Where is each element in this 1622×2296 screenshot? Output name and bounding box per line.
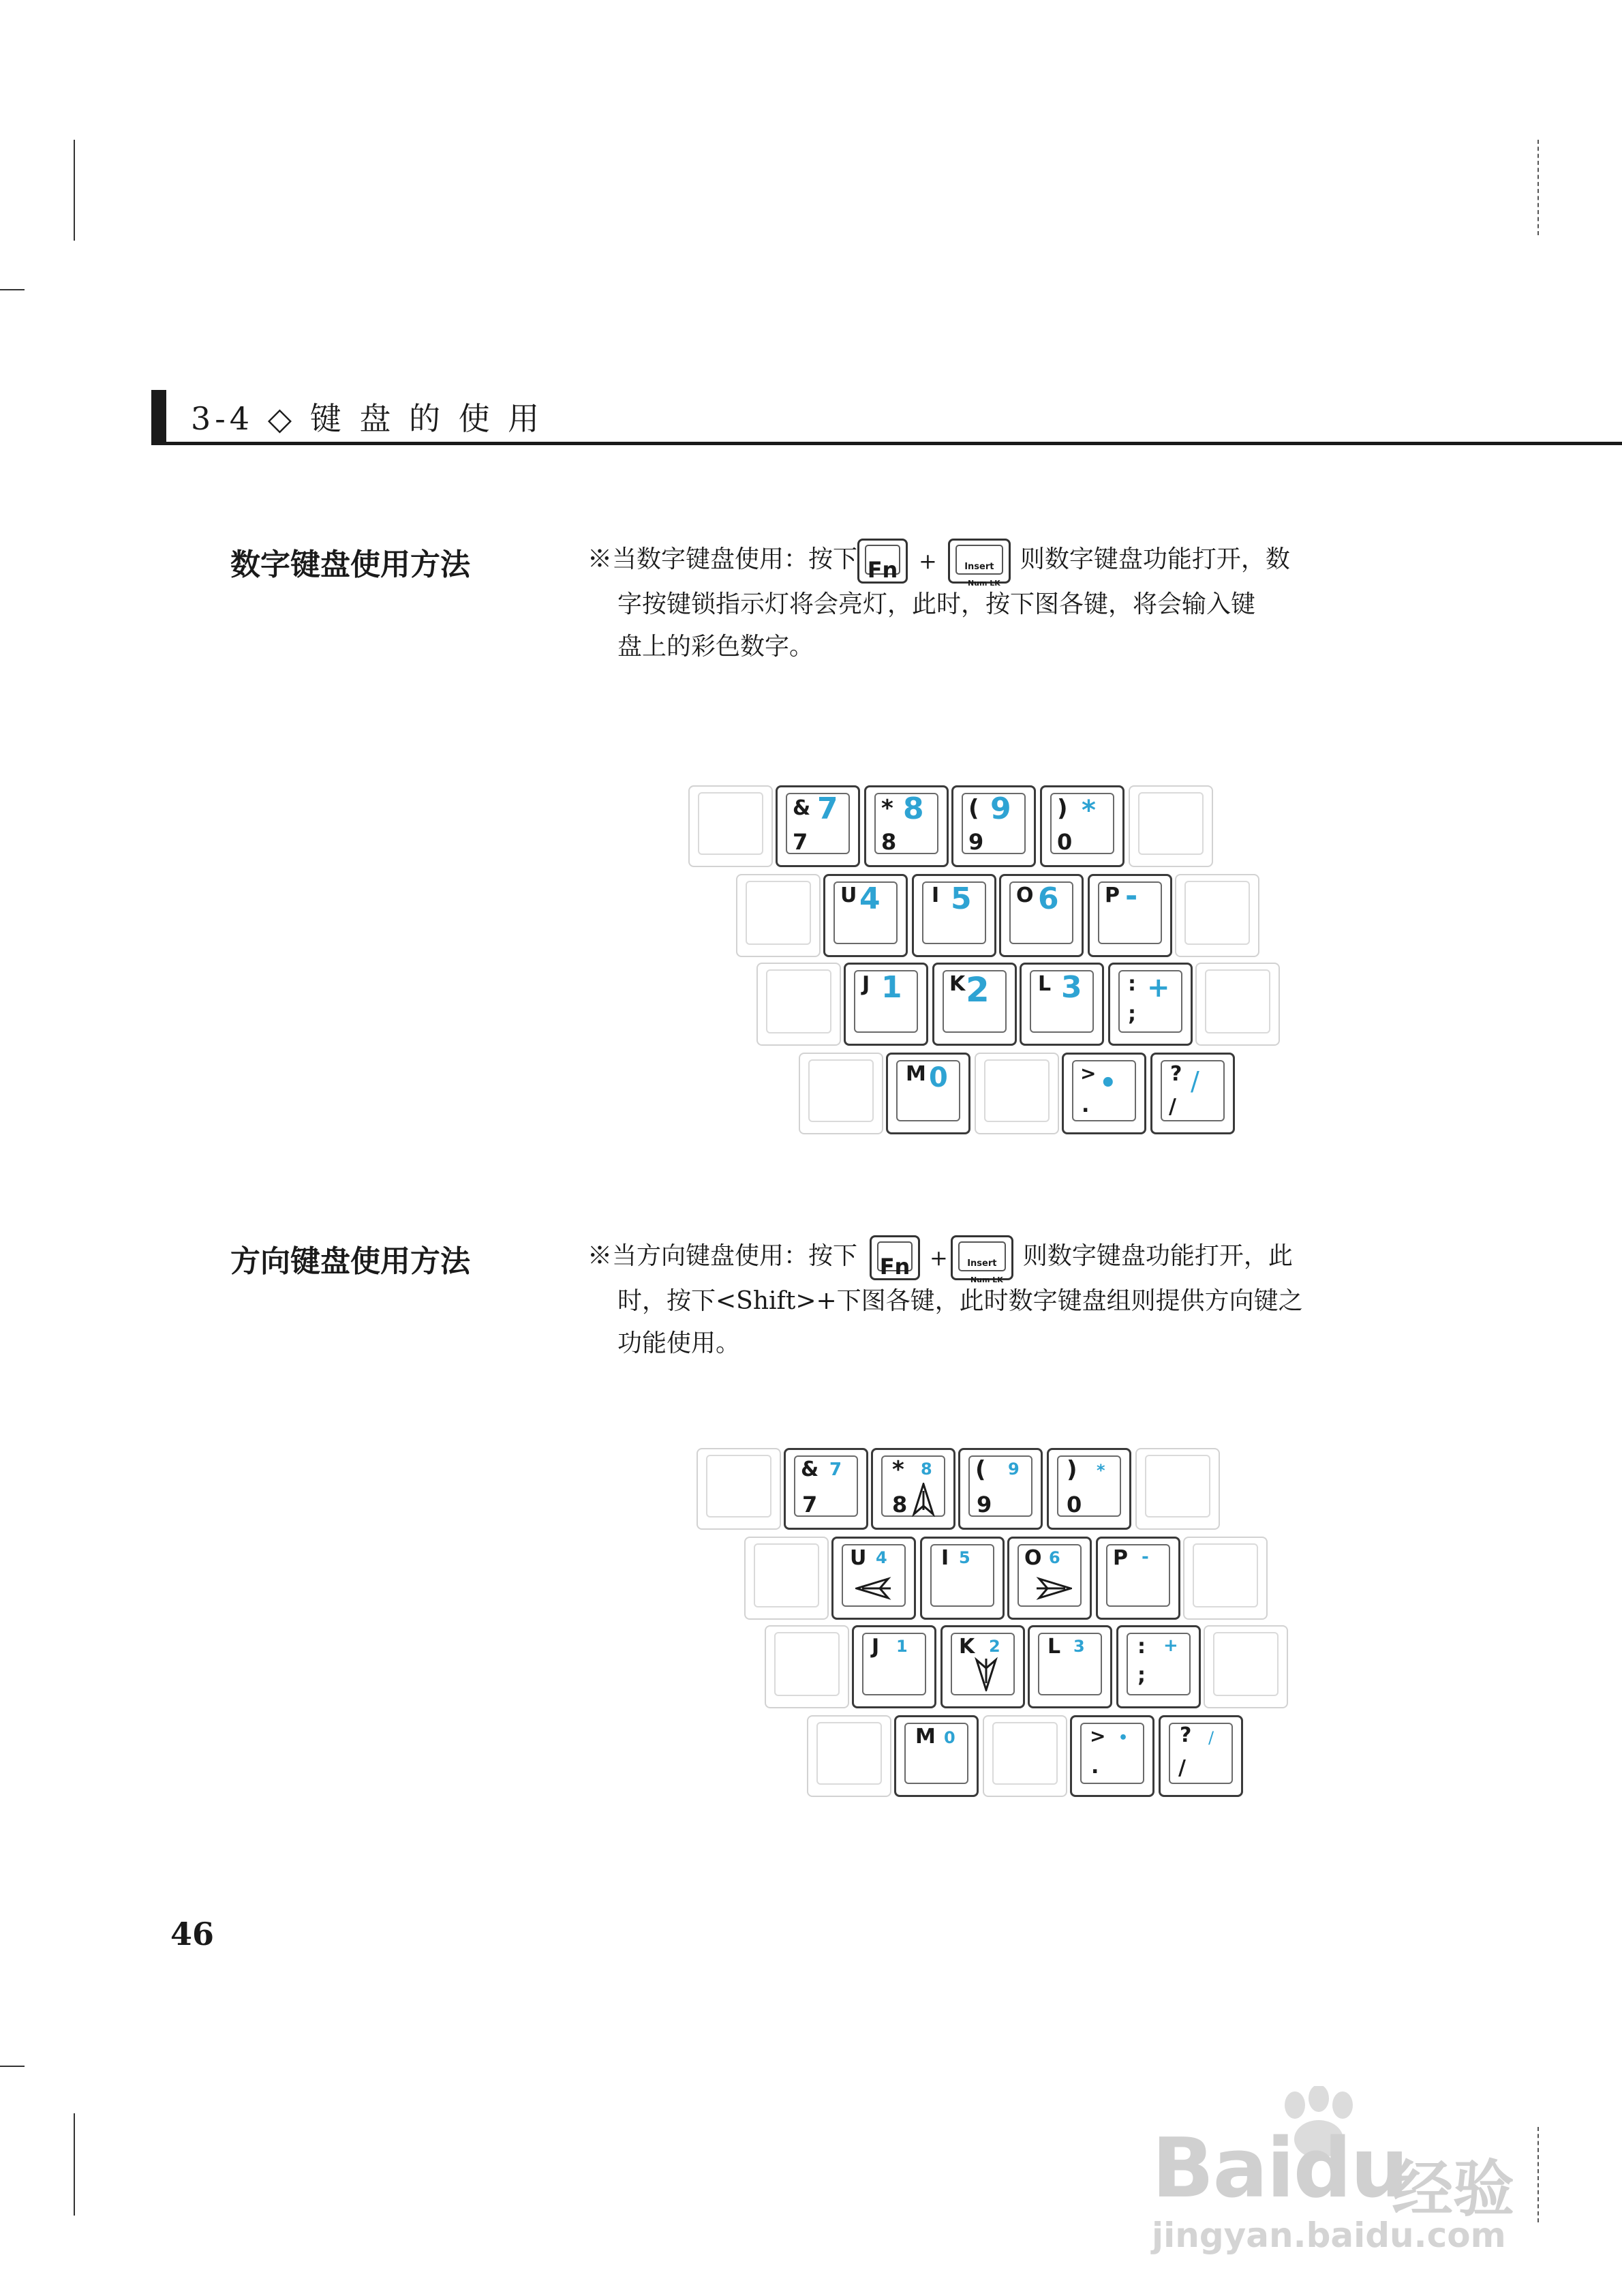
key-ghost [1129,785,1213,867]
arrow-down-icon [974,1657,998,1691]
crop-mark-bottom-right [1537,2127,1539,2222]
section1-title: 数字键盘使用方法 [230,547,470,582]
arrow-up-icon [911,1483,936,1517]
key-0: ) * 0 [1047,1448,1131,1530]
key-m: M 0 [894,1715,979,1797]
key-o-right: O 6 [1007,1537,1092,1620]
key-ghost [983,1715,1067,1797]
key-9: ( 9 9 [958,1448,1043,1530]
page-number: 46 [170,1916,215,1952]
header-rule [151,442,1622,445]
key-semicolon: : + ; [1108,963,1193,1046]
section1-line-2: 字按键锁指示灯将会亮灯，此时，按下图各键，将会输入键 [617,590,1256,618]
key-semicolon: : + ; [1116,1625,1201,1708]
key-ghost [799,1053,883,1134]
key-slash: ? / / [1159,1715,1243,1797]
key-p: P - [1088,874,1172,957]
numlock-key-icon: Insert Num LK [948,539,1011,584]
key-8-up: * 8 8 [871,1448,955,1530]
crop-mark-top-right [1537,140,1539,235]
key-ghost [1175,874,1259,957]
key-ghost [1183,1537,1268,1620]
key-u-left: U 4 [831,1537,916,1620]
key-m: M 0 [886,1053,970,1134]
key-9: ( 9 9 [951,785,1036,867]
crop-mark-top-left [74,140,75,241]
crop-mark-left-bottom [0,2066,25,2067]
key-ghost [688,785,773,867]
header-bar [151,390,166,444]
key-ghost [1135,1448,1220,1530]
crop-mark-bottom-left [74,2113,75,2216]
key-8: * 8 8 [864,785,949,867]
key-o: O 6 [999,874,1084,957]
key-l: L 3 [1020,963,1104,1046]
crop-mark-left-top [0,289,25,290]
section2-line-1: ※当方向键盘使用：按下 Fn + Insert Num LK 则数字键盘功能打开，此 [587,1235,1358,1280]
key-k: K 2 [932,963,1017,1046]
key-ghost [744,1537,829,1620]
key-slash: ? / / [1150,1053,1235,1134]
key-k-down: K 2 [940,1625,1025,1708]
baidu-watermark: Baidu 经验 jingyan.baidu.com [1152,2086,1533,2250]
key-ghost [1204,1625,1288,1708]
arrow-left-icon [855,1577,892,1600]
page-header-title: 3-4 ◇ 键 盘 的 使 用 [191,400,544,437]
key-i: I 5 [920,1537,1005,1620]
key-7: & 7 7 [784,1448,868,1530]
numlock-key-icon: Insert Num LK [951,1235,1013,1280]
key-u: U 4 [823,874,908,957]
section1-line-1: ※当数字键盘使用：按下 Fn + Insert Num LK 则数字键盘功能打开，数 [587,539,1358,584]
key-ghost [1195,963,1280,1046]
key-ghost [807,1715,891,1797]
arrow-right-icon [1035,1577,1072,1600]
section2-paragraph [587,1235,1358,1365]
key-ghost [756,963,841,1046]
section2-line-2: 时，按下<Shift>+下图各键，此时数字键盘组则提供方向键之 [617,1287,1303,1315]
key-ghost [765,1625,849,1708]
section1-paragraph [587,539,1358,668]
section2-title: 方向键盘使用方法 [230,1244,470,1279]
section1-line-3: 盘上的彩色数字。 [617,633,814,661]
key-7: & 7 7 [776,785,860,867]
key-period: > • . [1070,1715,1154,1797]
key-ghost [975,1053,1059,1134]
key-0: ) * 0 [1040,785,1124,867]
key-l: L 3 [1028,1625,1112,1708]
key-i: I 5 [912,874,996,957]
key-j: J 1 [844,963,928,1046]
fn-key-icon: Fn [857,539,908,584]
key-j: J 1 [852,1625,936,1708]
key-period: > • . [1062,1053,1146,1134]
section2-line-3: 功能使用。 [617,1329,741,1357]
fn-key-icon: Fn [870,1235,920,1280]
key-ghost [697,1448,781,1530]
key-ghost [736,874,821,957]
key-p: P - [1096,1537,1180,1620]
